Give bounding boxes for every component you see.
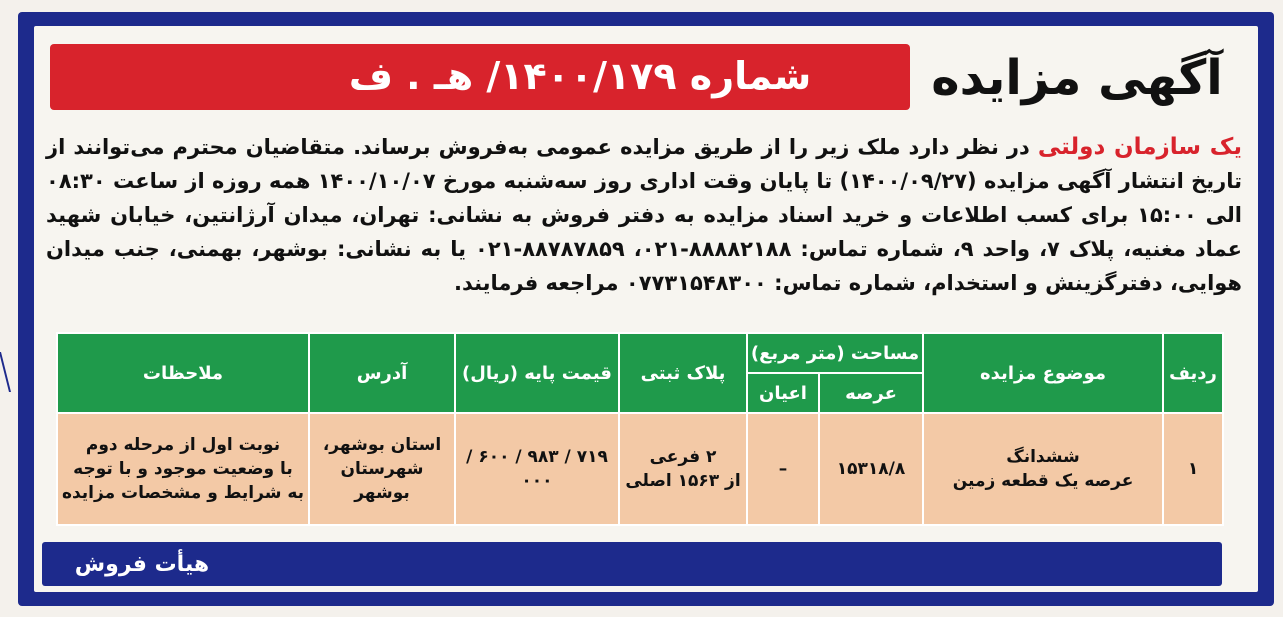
cell-address-line: شهرستان بوشهر xyxy=(340,459,424,503)
cell-subject-line: عرصه یک قطعه زمین xyxy=(952,471,1134,491)
cell-notes-line: به شرایط و مشخصات مزایده xyxy=(61,483,305,503)
cell-base-price: ۷۱۹ / ۹۸۳ / ۶۰۰ / ۰۰۰ xyxy=(455,413,619,525)
cell-subject-line: ششدانگ xyxy=(1006,447,1080,467)
notice-body xyxy=(46,130,1242,340)
header-plate: پلاک ثبتی xyxy=(619,333,747,413)
header-area-land: عرصه xyxy=(819,373,923,413)
cell-notes xyxy=(57,413,309,525)
cell-area-building: – xyxy=(747,413,819,525)
signature: هیأت فروش xyxy=(74,552,210,577)
notice-number: شماره ۱۴۰۰/۱۷۹/ هـ . ف xyxy=(348,54,812,98)
header-area-building: اعیان xyxy=(747,373,819,413)
cell-area-land: ۱۵۳۱۸/۸ xyxy=(819,413,923,525)
organization-name: یک سازمان دولتی xyxy=(1037,134,1242,160)
cell-plate-line: از ۱۵۶۳ اصلی xyxy=(625,471,741,491)
page-title: آگهی مزایده xyxy=(931,50,1223,106)
notice-text: در نظر دارد ملک زیر را از طریق مزایده عمومی به‌فروش برساند. متقاضیان محترم می‌توانند از تاریخ انتشار آگهی مزایده (۱۴۰۰/۰۹/۲۷) تا پایان وقت اداری روز سه‌شنبه مورخ ۱۴۰۰/۱۰/۰۷ همه روزه از ساعت ۰۸:۳۰ الی ۱۵:۰۰ برای کسب اطلاعات و خرید اسناد مزایده به دفتر فروش به نشانی: تهران، میدان آرژانتین، خیابان شهید عماد مغنیه، پلاک ۷، واحد ۹، شماره تماس: ۸۸۸۸۲۱۸۸-۰۲۱، ۸۸۷۸۷۸۵۹-۰۲۱ یا به نشانی: بوشهر، بهمنی، جنب میدان هوایی، دفترگزینش و استخدام، شماره تماس: ۰۷۷۳۱۵۴۸۳۰۰ مراجعه فرمایند. xyxy=(46,135,1243,295)
header-address: آدرس xyxy=(309,333,455,413)
cell-notes-line: نوبت اول از مرحله دوم xyxy=(85,435,281,455)
cell-row: ۱ xyxy=(1163,413,1223,525)
header-subject: موضوع مزایده xyxy=(923,333,1163,413)
cell-address-line: استان بوشهر، xyxy=(322,435,442,455)
header-row: ردیف xyxy=(1163,333,1223,413)
cell-plate xyxy=(619,413,747,525)
table-row xyxy=(57,413,1223,525)
header-notes: ملاحظات xyxy=(57,333,309,413)
cell-notes-line: با وضعیت موجود و با توجه xyxy=(73,459,293,479)
auction-table xyxy=(56,332,1224,526)
cell-plate-line: ۲ فرعی xyxy=(649,447,717,467)
cell-address xyxy=(309,413,455,525)
header-base-price: قیمت پایه (ریال) xyxy=(455,333,619,413)
header-area: مساحت (متر مربع) xyxy=(747,333,923,373)
cell-subject xyxy=(923,413,1163,525)
